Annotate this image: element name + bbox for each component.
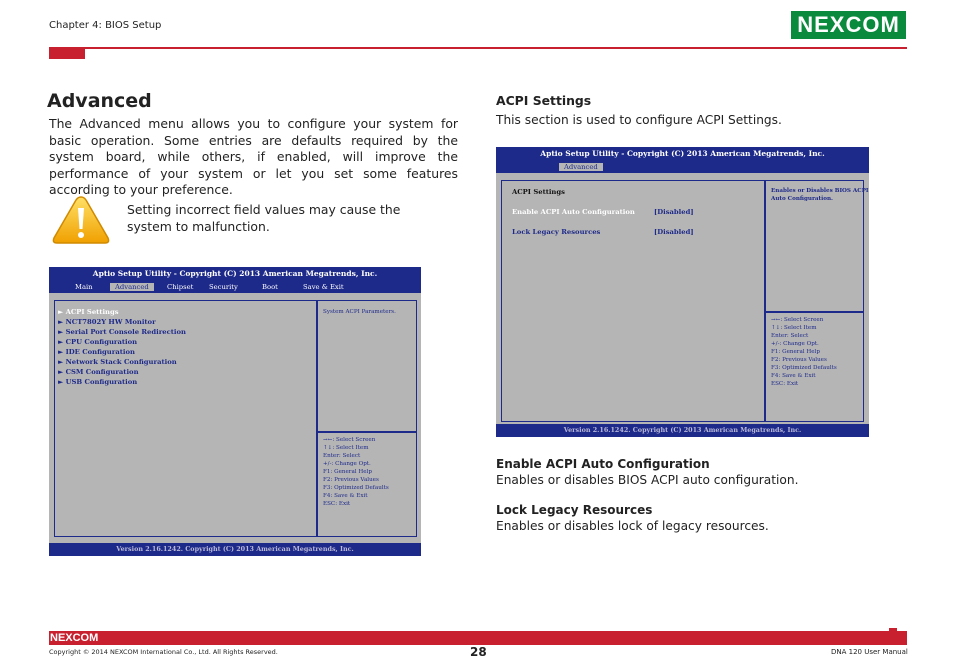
bios-title-bar: Aptio Setup Utility - Copyright (C) 2013 American Megatrends, Inc.: [496, 147, 869, 161]
key-help-line: F4: Save & Exit: [323, 493, 368, 499]
tab-chipset[interactable]: Chipset: [167, 283, 194, 291]
bios-keys-panel: [317, 432, 417, 537]
key-help-line: ↑↓: Select Item: [771, 325, 817, 331]
bios-tab-bar: [49, 281, 421, 293]
key-help-line: +/-: Change Opt.: [323, 461, 371, 467]
menu-item-cpu-config[interactable]: ► CPU Configuration: [58, 338, 138, 346]
warning-text: Setting incorrect field values may cause the system to malfunction.: [127, 202, 401, 234]
tab-main[interactable]: Main: [75, 283, 93, 291]
key-help-line: ESC: Exit: [771, 381, 799, 387]
menu-item-label: CSM Configuration: [65, 368, 139, 376]
intro-paragraph: The Advanced menu allows you to configure your system for basic operation. Some entries are defaults required by the system board, while others, if enabled, will improve the performance of your system or let you set some features according to your preference.: [49, 116, 458, 197]
bios-section-title: ACPI Settings: [512, 188, 565, 196]
menu-item-label: Network Stack Configuration: [65, 358, 177, 366]
warning-triangle-icon: [51, 194, 111, 246]
menu-item-csm-config[interactable]: ► CSM Configuration: [58, 368, 139, 376]
key-help-line: F4: Save & Exit: [771, 373, 816, 379]
key-help-line: +/-: Change Opt.: [771, 341, 819, 347]
bios-screen-advanced: [49, 267, 421, 556]
help-description: System ACPI Parameters.: [323, 309, 396, 315]
help-description-line: Enables or Disables BIOS ACPI: [771, 188, 869, 194]
menu-item-network-stack[interactable]: ► Network Stack Configuration: [58, 358, 177, 366]
bios-main-panel: [54, 300, 317, 537]
key-help-line: ↑↓: Select Item: [323, 445, 369, 451]
bios-screen-acpi: [496, 147, 869, 437]
page-number: 28: [470, 645, 487, 659]
option-enable-acpi-auto-config-value[interactable]: [Disabled]: [654, 208, 694, 216]
tab-security[interactable]: Security: [209, 283, 238, 291]
footer-logo: NEXCOM: [50, 632, 99, 644]
bios-footer: Version 2.16.1242. Copyright (C) 2013 American Megatrends, Inc.: [49, 543, 421, 556]
menu-item-label: USB Configuration: [65, 378, 138, 386]
menu-item-label: IDE Configuration: [65, 348, 135, 356]
tab-boot[interactable]: Boot: [262, 283, 278, 291]
footer-bar: [49, 631, 907, 645]
menu-item-ide-config[interactable]: ► IDE Configuration: [58, 348, 135, 356]
page-title: Advanced: [47, 90, 152, 112]
tab-advanced[interactable]: Advanced: [559, 163, 603, 171]
option-heading-acpi-auto: Enable ACPI Auto Configuration: [496, 457, 710, 471]
menu-item-label: Serial Port Console Redirection: [65, 328, 186, 336]
help-description-line: Auto Configuration.: [771, 196, 833, 202]
key-help-line: F1: General Help: [771, 349, 820, 355]
option-description-acpi-auto: Enables or disables BIOS ACPI auto configuration.: [496, 473, 799, 487]
header-rule: [85, 47, 907, 49]
menu-item-acpi-settings[interactable]: ► ACPI Settings: [58, 308, 119, 316]
manual-name: DNA 120 User Manual: [831, 648, 908, 656]
bios-help-panel: [317, 300, 417, 432]
footer-square-decoration: [898, 637, 907, 645]
key-help-line: Enter: Select: [771, 333, 809, 339]
key-help-line: F1: General Help: [323, 469, 372, 475]
copyright-text: Copyright © 2014 NEXCOM International Co., Ltd. All Rights Reserved.: [49, 648, 278, 656]
section-intro: This section is used to configure ACPI Settings.: [496, 113, 782, 127]
tab-save-exit[interactable]: Save & Exit: [303, 283, 344, 291]
tab-advanced[interactable]: Advanced: [110, 283, 154, 291]
key-help-line: F3: Optimized Defaults: [771, 365, 837, 371]
key-help-line: F2: Previous Values: [323, 477, 379, 483]
menu-item-label: NCT7802Y HW Monitor: [65, 318, 156, 326]
footer-square-decoration: [889, 628, 897, 636]
option-lock-legacy-resources-value[interactable]: [Disabled]: [654, 228, 694, 236]
key-help-line: F2: Previous Values: [771, 357, 827, 363]
menu-item-label: CPU Configuration: [65, 338, 138, 346]
menu-item-serial-console[interactable]: ► Serial Port Console Redirection: [58, 328, 186, 336]
bios-tab-bar: [496, 161, 869, 173]
menu-item-usb-config[interactable]: ► USB Configuration: [58, 378, 138, 386]
key-help-line: →←: Select Screen: [323, 437, 376, 443]
bios-keys-panel: [765, 312, 864, 422]
bios-title-bar: Aptio Setup Utility - Copyright (C) 2013 American Megatrends, Inc.: [49, 267, 421, 281]
key-help-line: ESC: Exit: [323, 501, 351, 507]
option-lock-legacy-resources-label[interactable]: Lock Legacy Resources: [512, 228, 601, 236]
option-heading-lock-legacy: Lock Legacy Resources: [496, 503, 653, 517]
bios-help-panel: [765, 180, 869, 312]
section-heading: ACPI Settings: [496, 93, 592, 108]
option-description-lock-legacy: Enables or disables lock of legacy resources.: [496, 519, 769, 533]
key-help-line: Enter: Select: [323, 453, 361, 459]
bios-footer: Version 2.16.1242. Copyright (C) 2013 American Megatrends, Inc.: [496, 424, 869, 437]
menu-item-hw-monitor[interactable]: ► NCT7802Y HW Monitor: [58, 318, 156, 326]
menu-item-label: ACPI Settings: [65, 308, 119, 316]
nexcom-logo: [791, 11, 906, 39]
key-help-line: F3: Optimized Defaults: [323, 485, 389, 491]
option-enable-acpi-auto-config-label[interactable]: Enable ACPI Auto Configuration: [512, 208, 635, 216]
key-help-line: →←: Select Screen: [771, 317, 824, 323]
bios-main-panel: [501, 180, 765, 422]
logo-text: NEXCOM: [797, 12, 900, 37]
header-accent-block: [49, 47, 85, 59]
chapter-label: Chapter 4: BIOS Setup: [49, 20, 162, 31]
